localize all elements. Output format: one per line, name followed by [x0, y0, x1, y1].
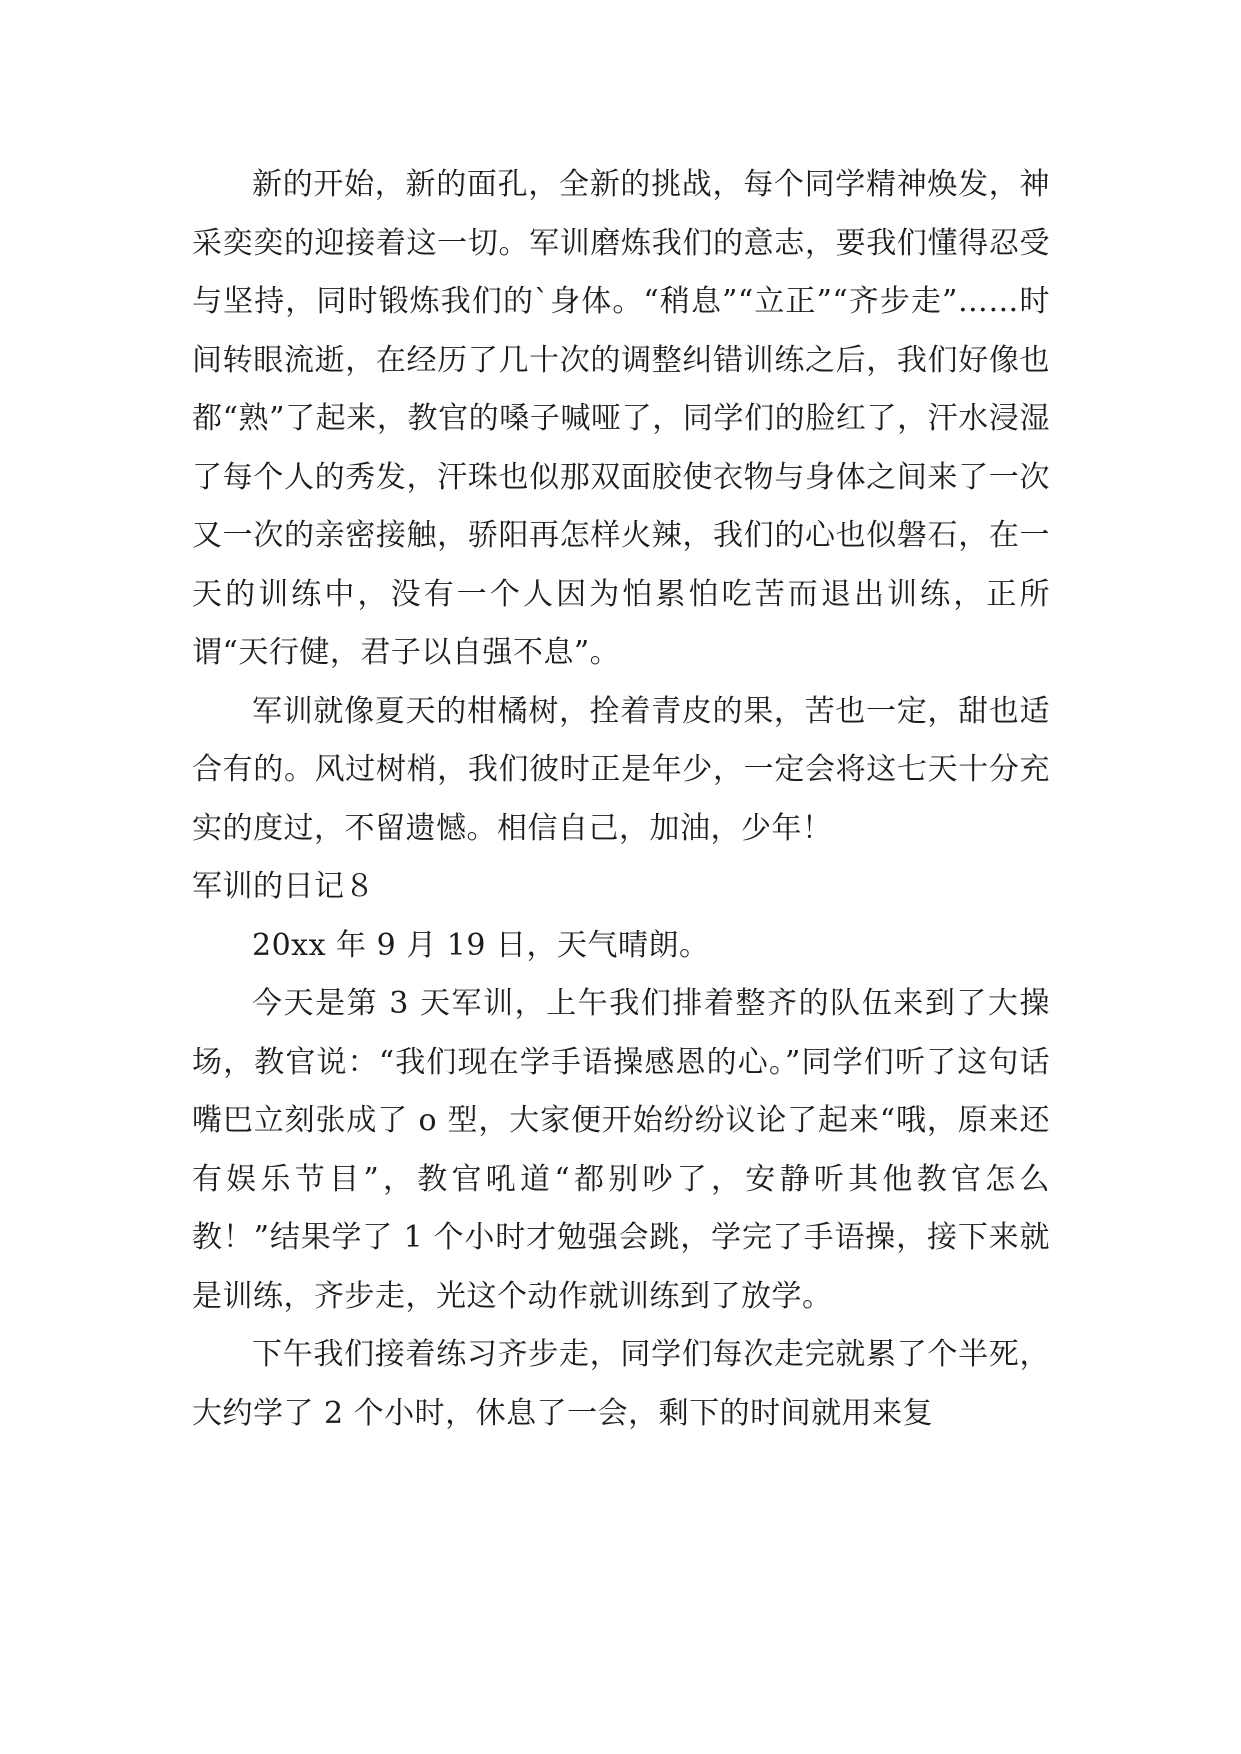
paragraph-afternoon-training: 下午我们接着练习齐步走，同学们每次走完就累了个半死，大约学了 2 个小时，休息了一会，剩下的时间就用来复	[192, 1337, 1050, 1431]
paragraph-training-intro: 新的开始，新的面孔，全新的挑战，每个同学精神焕发，神采奕奕的迎接着这一切。军训磨炼我们的意志，要我们懂得忍受与坚持，同时锻炼我们的`身体。“稍息”“立正”“齐步走”……时间转眼流逝，在经历了几十次的调整纠错训练之后，我们好像也都“熟”了起来，教官的嗓子喊哑了，同学们的脸红了，汗水浸湿了每个人的秀发，汗珠也似那双面胶使衣物与身体之间来了一次又一次的亲密接触，骄阳再怎样火辣，我们的心也似磐石，在一天的训练中，没有一个人因为怕累怕吃苦而退出训练，正所谓“天行健，君子以自强不息”。	[192, 167, 1050, 670]
document-body	[192, 156, 1050, 1443]
section-title: 军训的日记８	[192, 869, 375, 904]
paragraph-citrus-metaphor: 军训就像夏天的柑橘树，拴着青皮的果，苦也一定，甜也适合有的。风过树梢，我们彼时正是年少，一定会将这七天十分充实的度过，不留遗憾。相信自己，加油，少年！	[192, 693, 1050, 846]
paragraph-date-weather: 20xx 年 9 月 19 日，天气晴朗。	[252, 927, 710, 963]
paragraph-morning-training: 今天是第 3 天军训，上午我们排着整齐的队伍来到了大操场，教官说：“我们现在学手语操感恩的心。”同学们听了这句话嘴巴立刻张成了 o 型，大家便开始纷纷议论了起来“哦，原来还有娱乐节目”，教官吼道“都别吵了，安静听其他教官怎么教！”结果学了 1 个小时才勉强会跳，学完了手语操，接下来就是训练，齐步走，光这个动作就训练到了放学。	[192, 986, 1050, 1314]
